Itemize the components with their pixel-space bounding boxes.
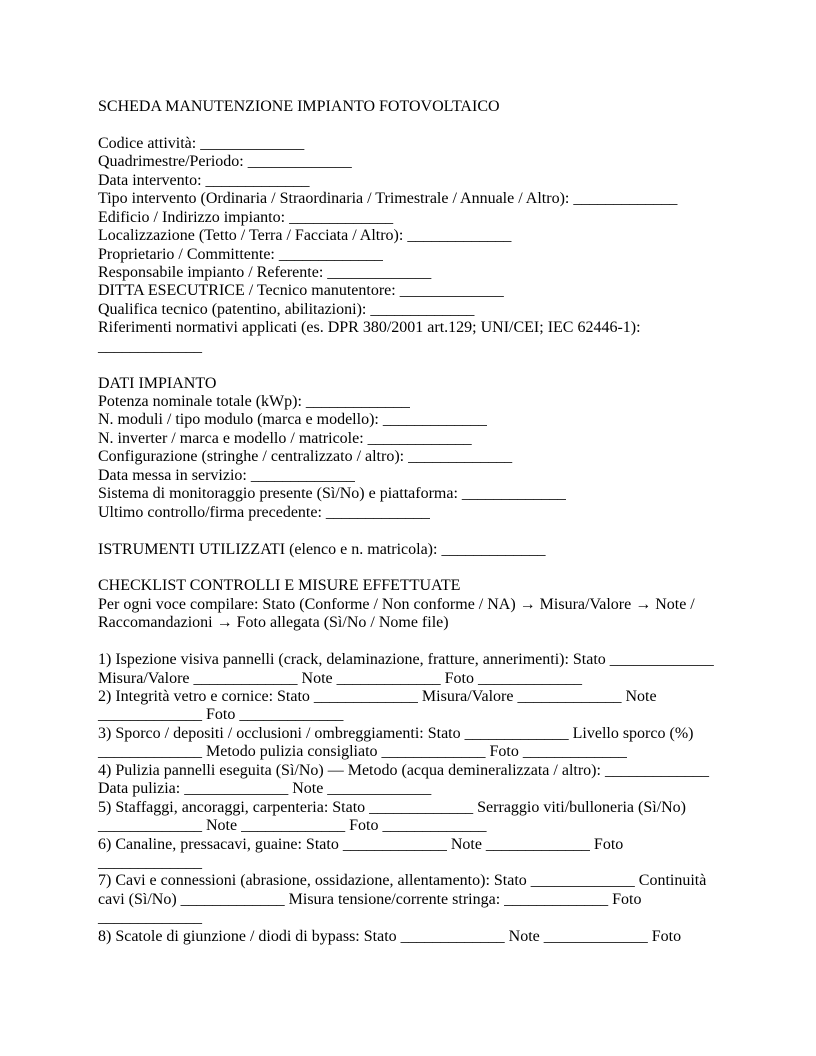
document-line: Potenza nominale totale (kWp): _____________ — [98, 393, 410, 410]
document-line: Quadrimestre/Periodo: _____________ — [98, 153, 352, 171]
section-checklist-intro — [98, 577, 718, 632]
document-line: Misura/Valore _____________ Note _____________ Foto _____________ — [98, 669, 582, 687]
document-line: Per ogni voce compilare: Stato (Conforme / Non conforme / NA) → Misura/Valore → Note / — [98, 595, 695, 613]
document-line: 7) Cavi e connessioni (abrasione, ossidazione, allentamento): Stato _____________ Continuità — [98, 872, 707, 890]
section-dati-impianto — [98, 375, 718, 523]
document-line: _____________ Note _____________ Foto _____________ — [98, 817, 487, 835]
document-line: Qualifica tecnico (patentino, abilitazioni): _____________ — [98, 300, 475, 318]
document-line: _____________ Metodo pulizia consigliato _____________ Foto _____________ — [98, 743, 627, 761]
document-line: 8) Scatole di giunzione / diodi di bypass: Stato _____________ Note _____________ Foto — [98, 927, 682, 945]
document-line: 5) Staffaggi, ancoraggi, carpenteria: Stato _____________ Serraggio viti/bulloneria (Sì/No) — [98, 798, 687, 816]
document-line: Responsabile impianto / Referente: _____________ — [98, 263, 432, 281]
document-line: _____________ — [98, 853, 202, 871]
document-line: Ultimo controllo/firma precedente: _____________ — [98, 503, 430, 521]
document-line: Configurazione (stringhe / centralizzato / altro): _____________ — [98, 448, 513, 466]
document-line: DITTA ESECUTRICE / Tecnico manutentore: _____________ — [98, 282, 504, 300]
section-checklist-items — [98, 651, 718, 946]
document-title: SCHEDA MANUTENZIONE IMPIANTO FOTOVOLTAICO — [98, 98, 500, 115]
document-line: 2) Integrità vetro e cornice: Stato _____________ Misura/Valore _____________ Note — [98, 688, 657, 705]
document-line: 1) Ispezione visiva pannelli (crack, delaminazione, fratture, annerimenti): Stato _____________ — [98, 651, 714, 669]
document-line: _____________ Foto _____________ — [98, 706, 344, 724]
document-line: Data pulizia: _____________ Note _____________ — [98, 780, 432, 798]
document-line: Data intervento: _____________ — [98, 171, 310, 189]
document-line: DATI IMPIANTO — [98, 374, 217, 392]
document-line: Riferimenti normativi applicati (es. DPR 380/2001 art.129; UNI/CEI; IEC 62446-1): — [98, 319, 641, 337]
document-line: Tipo intervento (Ordinaria / Straordinaria / Trimestrale / Annuale / Altro): _____________ — [98, 190, 678, 208]
document-line: ISTRUMENTI UTILIZZATI (elenco e n. matricola): _____________ — [98, 540, 546, 558]
document-line: _____________ — [98, 337, 202, 355]
document-line: N. moduli / tipo modulo (marca e modello): _____________ — [98, 411, 487, 429]
document-line: N. inverter / marca e modello / matricole: _____________ — [98, 429, 472, 447]
document-line: 4) Pulizia pannelli eseguita (Sì/No) — Metodo (acqua demineralizzata / altro): _____________ — [98, 761, 709, 779]
document-line: Proprietario / Committente: _____________ — [98, 245, 383, 263]
section-strumenti — [98, 541, 718, 559]
document-line: Sistema di monitoraggio presente (Sì/No) e piattaforma: _____________ — [98, 485, 566, 503]
section-intestazione — [98, 135, 718, 356]
document-line: 6) Canaline, pressacavi, guaine: Stato _____________ Note _____________ Foto — [98, 835, 624, 853]
document-line: _____________ — [98, 909, 202, 927]
document-line: Localizzazione (Tetto / Terra / Facciata / Altro): _____________ — [98, 227, 512, 245]
document-line: cavi (Sì/No) _____________ Misura tensione/corrente stringa: _____________ Foto — [98, 890, 642, 908]
document-line: Data messa in servizio: _____________ — [98, 466, 355, 484]
document-line: Raccomandazioni → Foto allegata (Sì/No / Nome file) — [98, 614, 449, 632]
document-line: Codice attività: _____________ — [98, 134, 305, 152]
document-line: 3) Sporco / depositi / occlusioni / ombreggiamenti: Stato _____________ Livello sporco (%) — [98, 724, 694, 742]
document-line: Edificio / Indirizzo impianto: _____________ — [98, 208, 394, 226]
document-line: CHECKLIST CONTROLLI E MISURE EFFETTUATE — [98, 577, 461, 595]
